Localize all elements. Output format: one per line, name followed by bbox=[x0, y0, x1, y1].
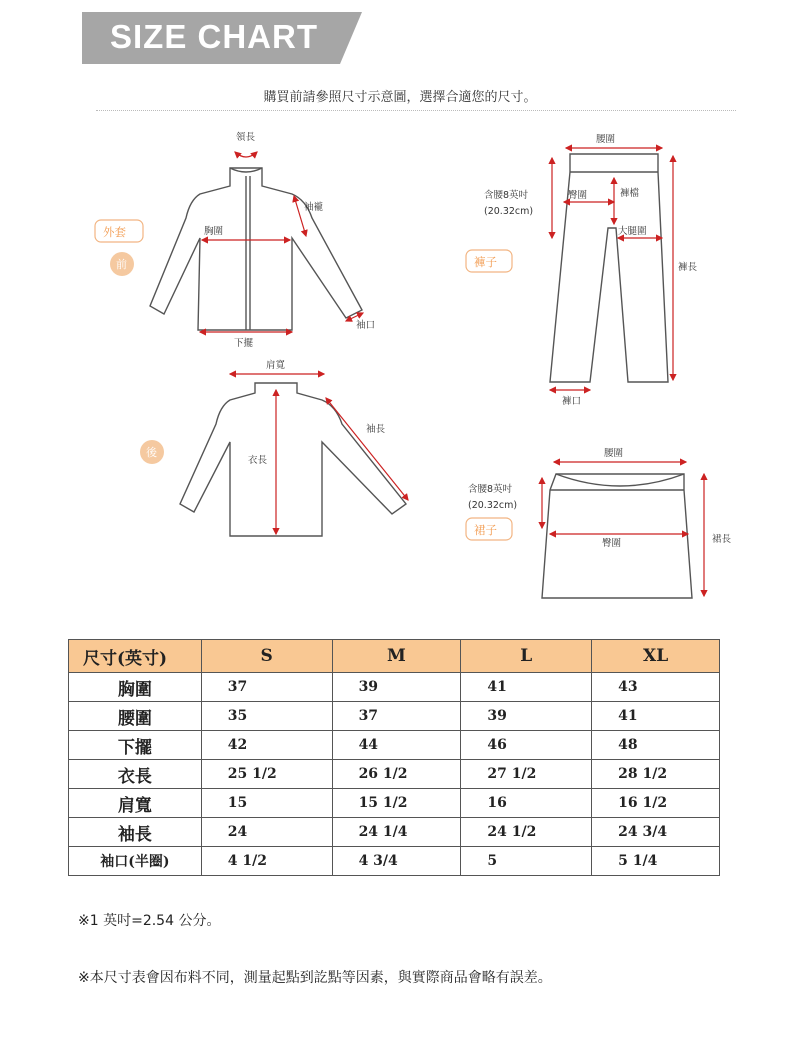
svg-text:後: 後 bbox=[146, 446, 157, 459]
skirt-hip-label: 臀圍 bbox=[602, 538, 622, 549]
table-row bbox=[69, 818, 720, 847]
table-cell: 16 bbox=[461, 789, 592, 818]
chest-label: 胸圍 bbox=[204, 226, 224, 237]
table-cell: 39 bbox=[332, 673, 461, 702]
table-cell: 24 bbox=[201, 818, 332, 847]
table-cell: 46 bbox=[461, 731, 592, 760]
svg-text:裙子: 裙子 bbox=[474, 523, 497, 537]
table-cell: 4 1/2 bbox=[201, 847, 332, 876]
header-unit: 尺寸(英寸) bbox=[69, 640, 202, 673]
divider bbox=[96, 110, 736, 111]
front-badge bbox=[110, 252, 134, 276]
pants-illustration bbox=[550, 154, 668, 382]
skirt-waist-label: 腰圍 bbox=[604, 448, 624, 459]
header-size-s: S bbox=[201, 640, 332, 673]
pants-crotch-label: 褲檔 bbox=[620, 188, 640, 199]
table-cell: 41 bbox=[592, 702, 720, 731]
table-cell: 37 bbox=[332, 702, 461, 731]
length-label: 衣長 bbox=[248, 455, 268, 466]
table-cell: 15 bbox=[201, 789, 332, 818]
table-cell: 35 bbox=[201, 702, 332, 731]
header-size-xl: XL bbox=[592, 640, 720, 673]
page-title: SIZE CHART bbox=[110, 18, 318, 55]
pants-waist-note: 含腰8英吋 bbox=[484, 190, 529, 201]
pants-waist-note-cm: (20.32cm) bbox=[484, 206, 534, 217]
pants-hip-label: 臀圍 bbox=[568, 190, 588, 201]
table-cell: 43 bbox=[592, 673, 720, 702]
sleeve-length-label: 袖長 bbox=[366, 424, 386, 435]
pants-length-label: 褲長 bbox=[678, 262, 698, 273]
row-label: 肩寬 bbox=[69, 789, 202, 818]
table-row bbox=[69, 673, 720, 702]
table-cell: 24 3/4 bbox=[592, 818, 720, 847]
table-cell: 48 bbox=[592, 731, 720, 760]
row-label: 下擺 bbox=[69, 731, 202, 760]
table-row bbox=[69, 760, 720, 789]
row-label: 袖口(半圈) bbox=[69, 847, 202, 876]
hem-label: 下擺 bbox=[234, 338, 254, 349]
table-cell: 24 1/4 bbox=[332, 818, 461, 847]
table-cell: 4 3/4 bbox=[332, 847, 461, 876]
table-cell: 41 bbox=[461, 673, 592, 702]
skirt-illustration bbox=[542, 474, 692, 598]
pants-thigh-label: 大腿圍 bbox=[618, 226, 647, 237]
header-size-m: M bbox=[332, 640, 461, 673]
table-cell: 5 bbox=[461, 847, 592, 876]
skirt-length-label: 裙長 bbox=[712, 534, 732, 545]
sleeve-hole-label: 袖襱 bbox=[304, 202, 324, 213]
header-size-l: L bbox=[461, 640, 592, 673]
disclaimer-note: ※本尺寸表會因布料不同，測量起點到訖點等因素，與實際商品會略有誤差。 bbox=[78, 970, 552, 986]
row-label: 腰圍 bbox=[69, 702, 202, 731]
row-label: 袖長 bbox=[69, 818, 202, 847]
size-diagram bbox=[80, 118, 740, 618]
table-row bbox=[69, 731, 720, 760]
pants-waist-label: 腰圍 bbox=[596, 134, 616, 145]
table-row bbox=[69, 847, 720, 876]
jacket-badge bbox=[95, 220, 143, 242]
table-cell: 15 1/2 bbox=[332, 789, 461, 818]
subtitle: 購買前請參照尺寸示意圖，選擇合適您的尺寸。 bbox=[263, 90, 537, 105]
table-cell: 42 bbox=[201, 731, 332, 760]
svg-text:褲子: 褲子 bbox=[474, 255, 497, 269]
back-badge bbox=[140, 440, 164, 464]
cuff-label: 袖口 bbox=[356, 320, 376, 331]
pants-badge bbox=[466, 250, 512, 272]
table-cell: 37 bbox=[201, 673, 332, 702]
skirt-waist-note-cm: (20.32cm) bbox=[468, 500, 518, 511]
table-row bbox=[69, 789, 720, 818]
jacket-front-illustration bbox=[150, 168, 362, 330]
table-row bbox=[69, 702, 720, 731]
table-cell: 25 1/2 bbox=[201, 760, 332, 789]
jacket-back-illustration bbox=[180, 383, 406, 536]
table-cell: 44 bbox=[332, 731, 461, 760]
pants-leg-opening-label: 褲口 bbox=[562, 396, 582, 407]
size-table bbox=[68, 639, 720, 876]
table-header-row bbox=[69, 640, 720, 673]
collar-label: 領長 bbox=[236, 132, 256, 143]
row-label: 胸圍 bbox=[69, 673, 202, 702]
svg-text:外套: 外套 bbox=[103, 225, 126, 239]
skirt-waist-note: 含腰8英吋 bbox=[468, 484, 513, 495]
table-cell: 26 1/2 bbox=[332, 760, 461, 789]
row-label: 衣長 bbox=[69, 760, 202, 789]
unit-conversion-note: ※1 英吋=2.54 公分。 bbox=[78, 913, 221, 929]
svg-text:前: 前 bbox=[116, 258, 127, 271]
table-cell: 5 1/4 bbox=[592, 847, 720, 876]
table-cell: 16 1/2 bbox=[592, 789, 720, 818]
table-cell: 24 1/2 bbox=[461, 818, 592, 847]
skirt-badge bbox=[466, 518, 512, 540]
table-cell: 27 1/2 bbox=[461, 760, 592, 789]
table-cell: 28 1/2 bbox=[592, 760, 720, 789]
shoulder-label: 肩寬 bbox=[266, 360, 286, 371]
table-cell: 39 bbox=[461, 702, 592, 731]
